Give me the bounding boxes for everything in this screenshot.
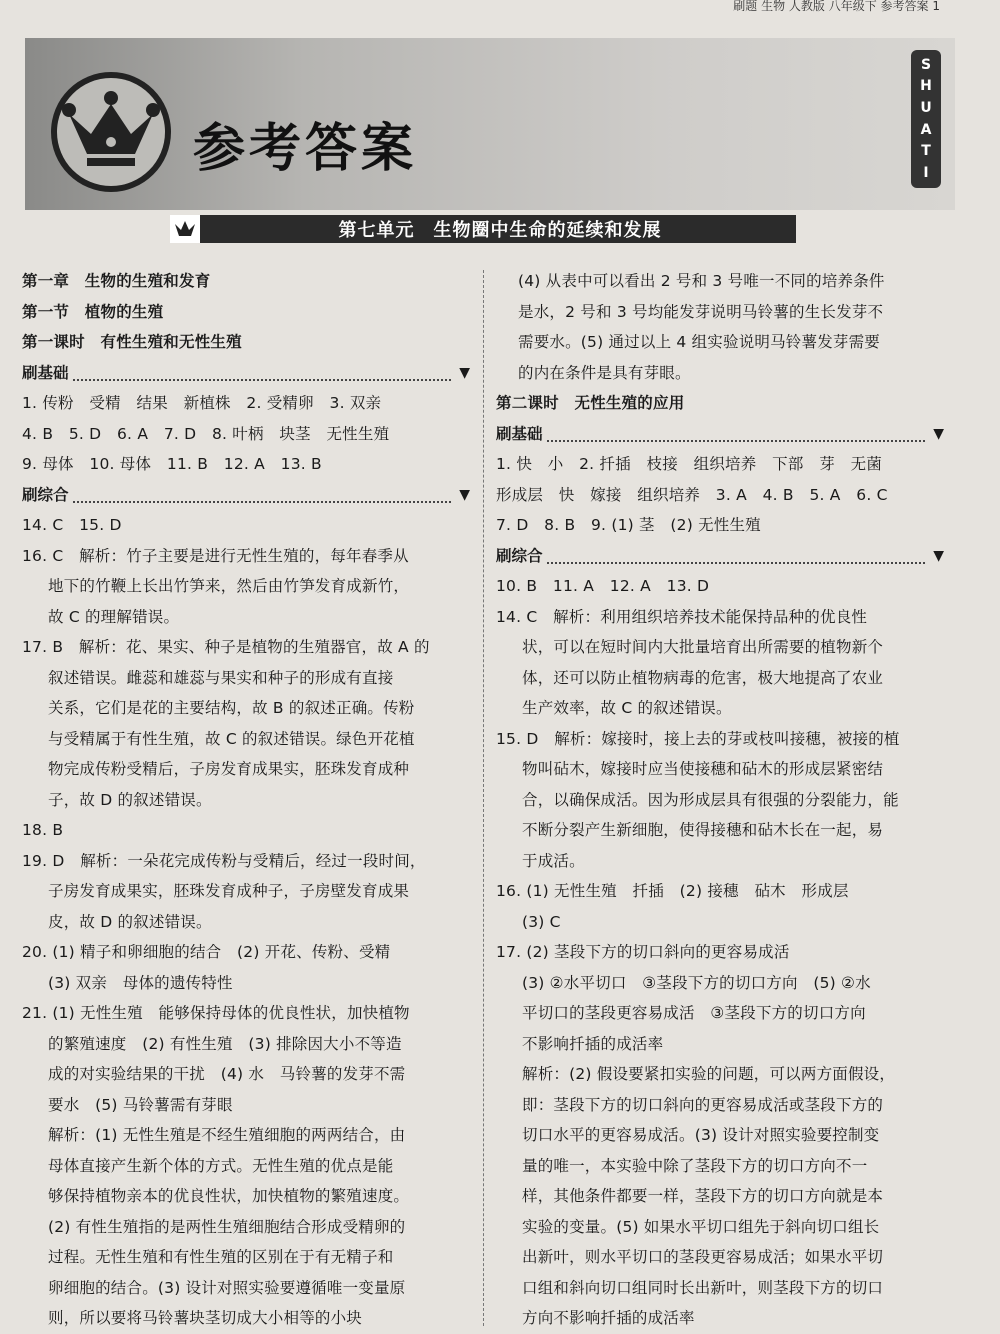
answer-line: 16. C 解析：竹子主要是进行无性生殖的，每年春季从 [22,546,409,565]
answer-line: 17. B 解析：花、果实、种子是植物的生殖器官，故 A 的 [22,638,430,656]
answer-line: 叙述错误。雌蕊和雄蕊与果实和种子的形成有直接 [48,668,394,687]
answer-line: 要水 (5) 马铃薯需有芽眼 [48,1095,233,1114]
answer-line: 成的对实验结果的干扰 (4) 水 马铃薯的发芽不需 [48,1065,406,1083]
dotted-leader [547,548,926,564]
answer-line: 16. (1) 无性生殖 扦插 (2) 接穗 砧木 形成层 [496,882,849,900]
answer-line: 1. 快 小 2. 扦插 枝接 组织培养 下部 芽 无菌 [496,455,883,473]
side-letter: T [921,143,931,160]
answer-line: 生产效率，故 C 的叙述错误。 [522,699,732,717]
answer-line: 是水，2 号和 3 号均能发芽说明马铃薯的生长发芽不 [518,302,884,321]
answer-line: 关系，它们是花的主要结构，故 B 的叙述正确。传粉 [48,699,415,717]
answer-line: 1. 传粉 受精 结果 新植株 2. 受精卵 3. 双亲 [22,394,382,412]
answer-line: 14. C 解析：利用组织培养技术能保持品种的优良性 [496,607,868,626]
heading-line: 第二课时 无性生殖的应用 [496,394,685,412]
answer-line: 的繁殖速度 (2) 有性生殖 (3) 排除因大小不等造 [48,1034,402,1053]
answer-line: 7. D 8. B 9. (1) 茎 (2) 无性生殖 [496,516,761,534]
side-tag [911,50,941,188]
triangle-down-icon: ▼ [459,486,470,503]
answer-line: 体，还可以防止植物病毒的危害，极大地提高了农业 [522,668,884,687]
heading-line: 第一节 植物的生殖 [22,302,164,321]
answer-line: 故 C 的理解错误。 [48,607,180,626]
answer-line: 20. (1) 精子和卵细胞的结合 (2) 开花、传粉、受精 [22,943,391,961]
answer-line: 量的唯一，本实验中除了茎段下方的切口方向不一 [522,1156,868,1175]
triangle-down-icon: ▼ [933,425,944,442]
answer-line: (3) C [522,912,561,931]
answer-line: 够保持植物亲本的优良性状，加快植物的繁殖速度。 [48,1187,410,1205]
unit-title: 第七单元 生物圈中生命的延续和发展 [338,220,662,241]
dotted-leader [73,487,452,503]
answer-line: 不影响扦插的成活率 [522,1034,664,1053]
side-letter: S [920,56,932,73]
left-column [22,266,470,1334]
section-label [22,480,470,511]
answer-line: 样，其他条件都要一样，茎段下方的切口方向就是本 [522,1187,884,1205]
heading-line: 第一章 生物的生殖和发育 [22,272,211,290]
column-divider [483,270,484,1326]
answer-line: 母体直接产生新个体的方式。无性生殖的优点是能 [48,1156,394,1175]
answer-line: 皮，故 D 的叙述错误。 [48,912,212,931]
answer-line: 17. (2) 茎段下方的切口斜向的更容易成活 [496,943,790,961]
unit-heading [170,215,796,243]
answer-line: 21. (1) 无性生殖 能够保持母体的优良性状，加快植物 [22,1004,410,1022]
answer-line: (3) 双亲 母体的遗传特性 [48,973,233,992]
answer-line: 状，可以在短时间内大批量培育出所需要的植物新个 [522,638,884,656]
answer-line: (2) 有性生殖指的是两性生殖细胞结合形成受精卵的 [48,1217,406,1236]
answer-line: 10. B 11. A 12. A 13. D [496,577,710,595]
section-label-text: 刷综合 [496,546,543,565]
answer-line: 口组和斜向切口组同时长出新叶，则茎段下方的切口 [522,1278,884,1297]
answer-line: 解析：(2) 假设要紧扣实验的问题，可以两方面假设， [522,1065,896,1083]
right-column [496,266,944,1334]
answer-line: 过程。无性生殖和有性生殖的区别在于有无精子和 [48,1248,394,1266]
answer-line: 18. B [22,821,64,839]
answer-line: 卵细胞的结合。(3) 设计对照实验要遵循唯一变量原 [48,1278,406,1297]
title-banner [25,38,955,210]
answer-line: 需要水。(5) 通过以上 4 组实验说明马铃薯发芽需要 [518,333,880,351]
answer-line: 与受精属于有性生殖，故 C 的叙述错误。绿色开花植 [48,729,415,748]
answer-line: 平切口的茎段更容易成活 ③茎段下方的切口方向 [522,1004,866,1022]
triangle-down-icon: ▼ [459,364,470,381]
answer-line: 子房发育成果实，胚珠发育成种子，子房壁发育成果 [48,882,410,900]
answer-line: 切口水平的更容易成活。(3) 设计对照实验要控制变 [522,1126,880,1144]
answer-line: 4. B 5. D 6. A 7. D 8. 叶柄 块茎 无性生殖 [22,424,390,443]
answer-line: 合，以确保成活。因为形成层具有很强的分裂能力，能 [522,790,899,809]
section-label [496,541,944,572]
answer-line: 实验的变量。(5) 如果水平切口组先于斜向切口组长 [522,1217,880,1236]
dotted-leader [73,365,452,381]
heading-line: 第一课时 有性生殖和无性生殖 [22,333,242,351]
answer-line: 出新叶，则水平切口的茎段更容易成活；如果水平切 [522,1248,884,1266]
page-header [0,0,1000,14]
triangle-down-icon: ▼ [933,547,944,564]
header-text: 刷题 生物 人教版 八年级下 参考答案 1 [733,0,940,13]
answer-line: 于成活。 [522,851,585,870]
page-title: 参考答案 [193,118,418,179]
crown-small-icon [170,215,200,243]
answer-line: 9. 母体 10. 母体 11. B 12. A 13. B [22,455,322,473]
answer-line: 方向不影响扦插的成活率 [522,1309,695,1327]
answer-line: 15. D 解析：嫁接时，接上去的芽或枝叫接穗，被接的植 [496,729,900,748]
side-letter: U [920,100,932,117]
section-label-text: 刷基础 [22,363,69,382]
answer-line: 则，所以要将马铃薯块茎切成大小相等的小块 [48,1309,363,1327]
section-label [22,358,470,389]
answer-line: 即：茎段下方的切口斜向的更容易成活或茎段下方的 [522,1095,884,1114]
dotted-leader [547,426,926,442]
answer-line: (4) 从表中可以看出 2 号和 3 号唯一不同的培养条件 [518,272,885,290]
side-letter: H [920,78,932,95]
side-letter: A [920,121,932,138]
section-label [496,419,944,450]
side-letter: I [923,165,929,182]
answer-line: 不断分裂产生新细胞，使得接穗和砧木长在一起，易 [522,821,884,839]
answer-line: 19. D 解析：一朵花完成传粉与受精后，经过一段时间， [22,851,426,870]
crown-logo-icon [47,68,175,196]
answer-line: 物叫砧木，嫁接时应当使接穗和砧木的形成层紧密结 [522,760,884,778]
section-label-text: 刷综合 [22,485,69,504]
answer-line: 子，故 D 的叙述错误。 [48,790,212,809]
answer-line: 的内在条件是具有芽眼。 [518,363,691,382]
answer-line: 14. C 15. D [22,516,122,534]
answer-line: 解析：(1) 无性生殖是不经生殖细胞的两两结合，由 [48,1126,406,1144]
answer-line: 形成层 快 嫁接 组织培养 3. A 4. B 5. A 6. C [496,485,888,504]
section-label-text: 刷基础 [496,424,543,443]
answer-line: 地下的竹鞭上长出竹笋来，然后由竹笋发育成新竹， [48,577,410,595]
answer-line: 物完成传粉受精后，子房发育成果实，胚珠发育成种 [48,760,410,778]
answer-line: (3) ②水平切口 ③茎段下方的切口方向 (5) ②水 [522,973,871,992]
